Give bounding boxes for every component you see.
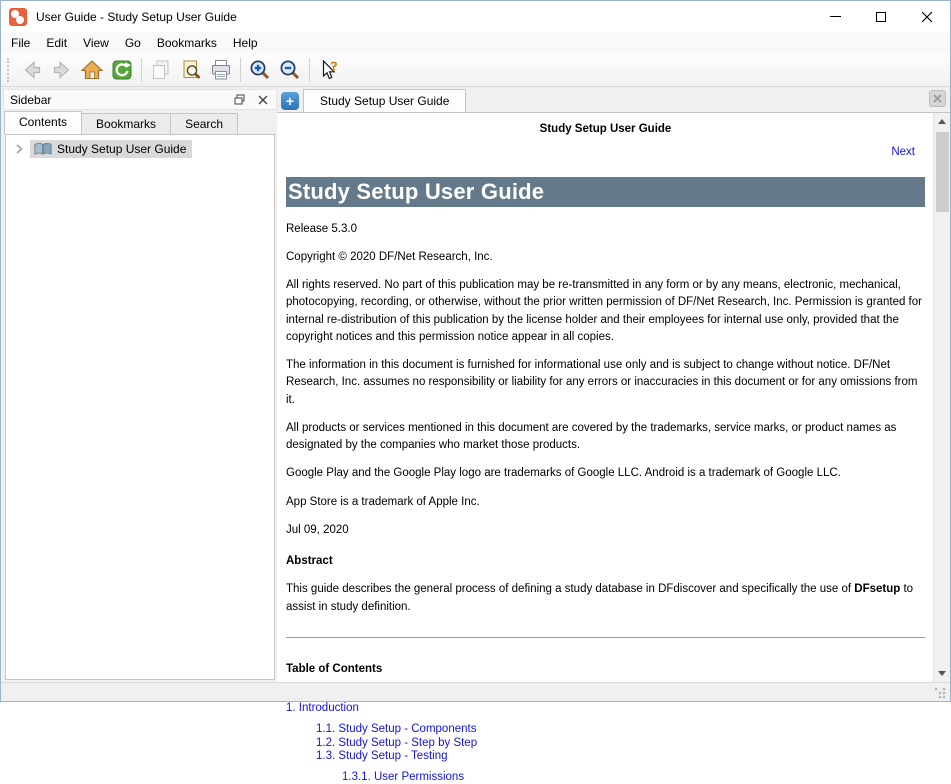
abstract-text-before: This guide describes the general process of defining a study database in DFdiscover and specifically the use of	[286, 583, 855, 596]
book-icon	[34, 142, 52, 156]
reload-button[interactable]	[107, 56, 137, 84]
whats-this-button[interactable]	[314, 56, 344, 84]
toc-link-introduction[interactable]: 1. Introduction	[286, 702, 359, 715]
close-tab-button[interactable]	[929, 90, 946, 107]
toc-link-testing[interactable]: 1.3. Study Setup - Testing	[316, 749, 448, 762]
tab-contents[interactable]: Contents	[4, 111, 82, 134]
scroll-up-button[interactable]	[934, 113, 951, 130]
toolbar-separator	[240, 58, 241, 82]
menu-file[interactable]: File	[11, 36, 31, 50]
maximize-icon	[876, 12, 886, 22]
scroll-down-button[interactable]	[934, 665, 951, 682]
toolbar	[1, 54, 950, 87]
copyright-text: Copyright © 2020 DF/Net Research, Inc.	[286, 250, 493, 263]
sidebar-header	[3, 89, 277, 110]
zoom-out-icon	[278, 58, 302, 82]
svg-text:?: ?	[330, 60, 338, 75]
menu-bar	[1, 32, 950, 54]
tree-item-study-setup-user-guide[interactable]	[6, 138, 274, 160]
abstract-text	[286, 581, 925, 616]
legal-paragraph: The information in this document is furnished for informational use only and is subject to change without notice. DF/Net Research, Inc. assumes no responsibility or liability for any errors or inaccuracies in this document or for any omissions from it.	[286, 359, 918, 406]
tab-search[interactable]: Search	[170, 113, 238, 134]
toolbar-drag-handle[interactable]	[7, 58, 12, 82]
toc-link-components[interactable]: 1.1. Study Setup - Components	[316, 723, 477, 736]
toolbar-separator	[141, 58, 142, 82]
window-controls	[812, 1, 950, 32]
publish-date: Jul 09, 2020	[286, 523, 349, 536]
sidebar-tabs	[3, 111, 277, 134]
title-bar	[1, 1, 950, 32]
home-button[interactable]	[77, 56, 107, 84]
toc-link-user-permissions[interactable]: 1.3.1. User Permissions	[342, 771, 465, 784]
sidebar-float-button[interactable]	[230, 92, 248, 108]
find-button[interactable]	[176, 56, 206, 84]
copy-icon	[149, 58, 173, 82]
home-icon	[80, 58, 104, 82]
new-tab-button[interactable]: +	[281, 92, 299, 110]
release-text: Release 5.3.0	[286, 222, 357, 235]
menu-view[interactable]: View	[83, 36, 109, 50]
abstract-text-after: to assist in study definition.	[286, 583, 914, 613]
sidebar-panel	[1, 87, 277, 682]
close-button[interactable]	[904, 1, 950, 32]
close-icon	[258, 95, 268, 105]
sidebar-close-button[interactable]	[254, 92, 272, 108]
table-of-contents	[286, 689, 925, 784]
legal-paragraph: All rights reserved. No part of this publication may be re-transmitted in any form or by any means, electronic, mechanical, photocopying, recording, or otherwise, without the prior written permission of DF/Net Research, Inc. Permission is granted for internal re-distribution of this publication by the license holder and their employees for internal use only, provided that the copyright notices and this permission notice appear in all copies.	[286, 279, 922, 343]
document-viewport[interactable]	[277, 113, 933, 784]
document-title-banner: Study Setup User Guide	[286, 177, 925, 207]
contents-tree	[5, 134, 275, 680]
legal-paragraph: All products or services mentioned in this document are covered by the trademarks, service marks, or product names as designated by the companies who market those products.	[286, 421, 897, 451]
scrollbar-thumb[interactable]	[936, 132, 949, 212]
tree-item-label: Study Setup User Guide	[57, 142, 187, 156]
vertical-scrollbar[interactable]	[933, 113, 950, 682]
sidebar-title: Sidebar	[10, 92, 52, 107]
toc-spacer	[286, 763, 925, 771]
tab-bookmarks[interactable]: Bookmarks	[81, 113, 171, 134]
find-icon	[179, 58, 203, 82]
minimize-button[interactable]	[812, 1, 858, 32]
app-icon	[9, 8, 27, 26]
trademark-paragraph: App Store is a trademark of Apple Inc.	[286, 495, 480, 508]
float-icon	[234, 94, 245, 105]
toc-link-step-by-step[interactable]: 1.2. Study Setup - Step by Step	[316, 736, 478, 749]
arrow-down-icon	[938, 671, 946, 676]
menu-bookmarks[interactable]: Bookmarks	[156, 36, 217, 50]
close-icon	[921, 11, 933, 23]
trademark-paragraph: Google Play and the Google Play logo are trademarks of Google LLC. Android is a trademark of Google LLC.	[286, 467, 841, 480]
status-bar	[1, 682, 950, 701]
main-area	[1, 87, 950, 784]
minimize-icon	[830, 16, 841, 17]
reload-icon	[110, 58, 134, 82]
forward-icon	[50, 58, 74, 82]
resize-grip[interactable]	[934, 687, 947, 700]
toc-spacer	[286, 715, 925, 723]
toc-heading: Table of Contents	[286, 662, 383, 675]
print-button[interactable]	[206, 56, 236, 84]
zoom-in-icon	[248, 58, 272, 82]
document-tab[interactable]: Study Setup User Guide	[303, 89, 466, 112]
whats-this-icon	[317, 58, 341, 82]
forward-button[interactable]	[47, 56, 77, 84]
toolbar-separator	[309, 58, 310, 82]
scrollbar-track[interactable]	[934, 130, 951, 665]
copy-button[interactable]	[146, 56, 176, 84]
arrow-up-icon	[938, 119, 946, 124]
abstract-text-bold: DFsetup	[854, 583, 901, 596]
back-button[interactable]	[17, 56, 47, 84]
chevron-right-icon[interactable]	[12, 142, 26, 156]
abstract-heading: Abstract	[286, 555, 333, 567]
window-title: User Guide - Study Setup User Guide	[36, 9, 237, 24]
zoom-in-button[interactable]	[245, 56, 275, 84]
page-title: Study Setup User Guide	[539, 123, 672, 135]
zoom-out-button[interactable]	[275, 56, 305, 84]
next-link[interactable]: Next	[891, 146, 915, 159]
menu-go[interactable]: Go	[124, 36, 141, 50]
divider	[286, 637, 925, 638]
back-icon	[20, 58, 44, 82]
menu-edit[interactable]: Edit	[46, 36, 68, 50]
maximize-button[interactable]	[858, 1, 904, 32]
menu-help[interactable]: Help	[232, 36, 258, 50]
close-icon	[933, 94, 942, 103]
content-panel	[277, 87, 950, 784]
document-tab-bar	[277, 89, 950, 112]
print-icon	[209, 58, 233, 82]
